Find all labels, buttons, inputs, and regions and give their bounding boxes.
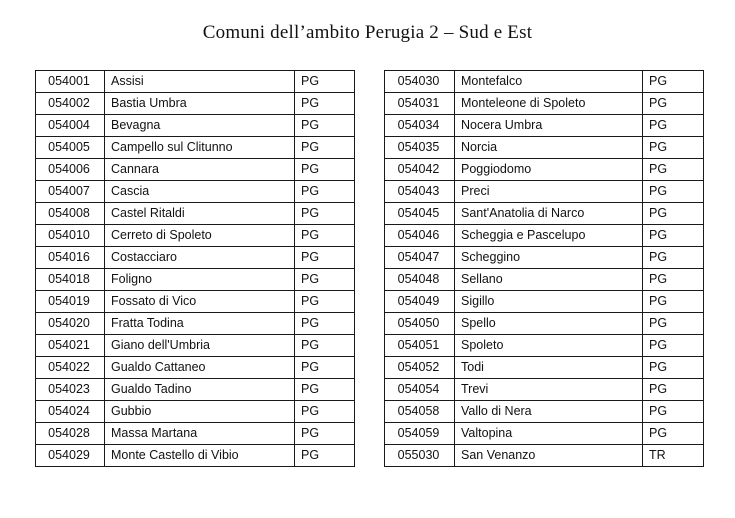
comune-code-cell: 054051: [385, 335, 455, 357]
province-cell: PG: [643, 379, 704, 401]
comune-code-cell: 054001: [36, 71, 105, 93]
comune-name-cell: Massa Martana: [105, 423, 295, 445]
table-row: [385, 335, 704, 357]
comune-name-cell: Cerreto di Spoleto: [105, 225, 295, 247]
comune-name-cell: Bastia Umbra: [105, 93, 295, 115]
comune-name-cell: Poggiodomo: [455, 159, 643, 181]
comune-name-cell: Costacciaro: [105, 247, 295, 269]
province-cell: PG: [643, 401, 704, 423]
comune-name-cell: Gubbio: [105, 401, 295, 423]
comune-name-cell: Fossato di Vico: [105, 291, 295, 313]
comune-code-cell: 054030: [385, 71, 455, 93]
comune-name-cell: Gualdo Cattaneo: [105, 357, 295, 379]
comune-code-cell: 054050: [385, 313, 455, 335]
comune-code-cell: 054052: [385, 357, 455, 379]
comune-name-cell: Valtopina: [455, 423, 643, 445]
province-cell: PG: [295, 181, 355, 203]
comune-name-cell: Monte Castello di Vibio: [105, 445, 295, 467]
province-cell: PG: [295, 379, 355, 401]
comune-code-cell: 054023: [36, 379, 105, 401]
comune-code-cell: 054048: [385, 269, 455, 291]
province-cell: PG: [643, 93, 704, 115]
comune-code-cell: 054021: [36, 335, 105, 357]
province-cell: PG: [643, 159, 704, 181]
table-row: [36, 335, 355, 357]
province-cell: PG: [295, 115, 355, 137]
comune-code-cell: 054049: [385, 291, 455, 313]
table-row: [36, 401, 355, 423]
comune-name-cell: Nocera Umbra: [455, 115, 643, 137]
table-row: [385, 291, 704, 313]
comune-name-cell: Vallo di Nera: [455, 401, 643, 423]
province-cell: PG: [643, 71, 704, 93]
province-cell: PG: [643, 335, 704, 357]
comune-code-cell: 054047: [385, 247, 455, 269]
table-row: [36, 181, 355, 203]
province-cell: PG: [295, 137, 355, 159]
comune-code-cell: 054005: [36, 137, 105, 159]
province-cell: PG: [295, 291, 355, 313]
table-row: [36, 269, 355, 291]
comuni-table-right: [384, 70, 704, 467]
province-cell: PG: [643, 269, 704, 291]
comune-code-cell: 054022: [36, 357, 105, 379]
comune-code-cell: 054059: [385, 423, 455, 445]
table-row: [385, 181, 704, 203]
comune-name-cell: Norcia: [455, 137, 643, 159]
comune-name-cell: Sigillo: [455, 291, 643, 313]
comune-code-cell: 054046: [385, 225, 455, 247]
comuni-table-left-body: [36, 71, 355, 467]
comune-name-cell: Scheggia e Pascelupo: [455, 225, 643, 247]
comune-code-cell: 054043: [385, 181, 455, 203]
table-row: [36, 423, 355, 445]
comune-code-cell: 054010: [36, 225, 105, 247]
province-cell: PG: [295, 247, 355, 269]
province-cell: PG: [643, 137, 704, 159]
province-cell: PG: [643, 203, 704, 225]
table-row: [385, 423, 704, 445]
comune-name-cell: Assisi: [105, 71, 295, 93]
province-cell: PG: [643, 313, 704, 335]
table-row: [36, 247, 355, 269]
province-cell: PG: [643, 423, 704, 445]
comune-name-cell: Scheggino: [455, 247, 643, 269]
province-cell: PG: [643, 247, 704, 269]
province-cell: PG: [643, 181, 704, 203]
table-row: [36, 445, 355, 467]
province-cell: PG: [643, 225, 704, 247]
comune-code-cell: 054002: [36, 93, 105, 115]
province-cell: PG: [295, 269, 355, 291]
table-row: [385, 137, 704, 159]
province-cell: PG: [295, 225, 355, 247]
table-row: [36, 357, 355, 379]
comune-name-cell: Gualdo Tadino: [105, 379, 295, 401]
comune-name-cell: San Venanzo: [455, 445, 643, 467]
table-row: [385, 313, 704, 335]
table-row: [385, 401, 704, 423]
table-row: [36, 291, 355, 313]
comune-code-cell: 054016: [36, 247, 105, 269]
table-row: [385, 225, 704, 247]
comune-name-cell: Bevagna: [105, 115, 295, 137]
table-row: [36, 313, 355, 335]
comune-code-cell: 054028: [36, 423, 105, 445]
comune-name-cell: Sant'Anatolia di Narco: [455, 203, 643, 225]
province-cell: PG: [643, 115, 704, 137]
comune-name-cell: Trevi: [455, 379, 643, 401]
comune-code-cell: 054024: [36, 401, 105, 423]
comune-name-cell: Spello: [455, 313, 643, 335]
province-cell: PG: [295, 357, 355, 379]
province-cell: PG: [295, 445, 355, 467]
table-row: [36, 71, 355, 93]
comune-name-cell: Fratta Todina: [105, 313, 295, 335]
comune-code-cell: 054004: [36, 115, 105, 137]
table-row: [385, 203, 704, 225]
comune-name-cell: Cannara: [105, 159, 295, 181]
comune-name-cell: Castel Ritaldi: [105, 203, 295, 225]
table-row: [385, 159, 704, 181]
comune-code-cell: 054042: [385, 159, 455, 181]
table-row: [36, 137, 355, 159]
comune-code-cell: 054018: [36, 269, 105, 291]
comune-code-cell: 054006: [36, 159, 105, 181]
comune-name-cell: Preci: [455, 181, 643, 203]
province-cell: PG: [295, 335, 355, 357]
comune-code-cell: 055030: [385, 445, 455, 467]
province-cell: PG: [295, 423, 355, 445]
province-cell: PG: [295, 203, 355, 225]
table-row: [36, 93, 355, 115]
table-row: [385, 71, 704, 93]
comune-name-cell: Sellano: [455, 269, 643, 291]
comune-code-cell: 054020: [36, 313, 105, 335]
comune-code-cell: 054019: [36, 291, 105, 313]
table-row: [36, 203, 355, 225]
comune-code-cell: 054058: [385, 401, 455, 423]
province-cell: PG: [643, 291, 704, 313]
province-cell: PG: [295, 159, 355, 181]
table-row: [385, 93, 704, 115]
comune-name-cell: Cascia: [105, 181, 295, 203]
table-row: [385, 357, 704, 379]
comune-code-cell: 054007: [36, 181, 105, 203]
comune-code-cell: 054034: [385, 115, 455, 137]
table-row: [385, 445, 704, 467]
table-row: [36, 159, 355, 181]
comune-code-cell: 054029: [36, 445, 105, 467]
comune-code-cell: 054008: [36, 203, 105, 225]
table-row: [36, 225, 355, 247]
comune-name-cell: Spoleto: [455, 335, 643, 357]
comuni-table-left: [35, 70, 355, 467]
comune-name-cell: Giano dell'Umbria: [105, 335, 295, 357]
province-cell: PG: [643, 357, 704, 379]
comune-name-cell: Campello sul Clitunno: [105, 137, 295, 159]
table-row: [385, 379, 704, 401]
comune-name-cell: Foligno: [105, 269, 295, 291]
comune-name-cell: Monteleone di Spoleto: [455, 93, 643, 115]
table-row: [36, 379, 355, 401]
province-cell: PG: [295, 93, 355, 115]
table-row: [36, 115, 355, 137]
page-title: Comuni dell’ambito Perugia 2 – Sud e Est: [202, 22, 533, 43]
table-row: [385, 247, 704, 269]
comune-code-cell: 054045: [385, 203, 455, 225]
comune-code-cell: 054054: [385, 379, 455, 401]
table-row: [385, 269, 704, 291]
province-cell: PG: [295, 71, 355, 93]
comune-code-cell: 054035: [385, 137, 455, 159]
comune-name-cell: Todi: [455, 357, 643, 379]
comune-code-cell: 054031: [385, 93, 455, 115]
comuni-table-right-body: [385, 71, 704, 467]
province-cell: PG: [295, 401, 355, 423]
province-cell: TR: [643, 445, 704, 467]
table-row: [385, 115, 704, 137]
comune-name-cell: Montefalco: [455, 71, 643, 93]
province-cell: PG: [295, 313, 355, 335]
